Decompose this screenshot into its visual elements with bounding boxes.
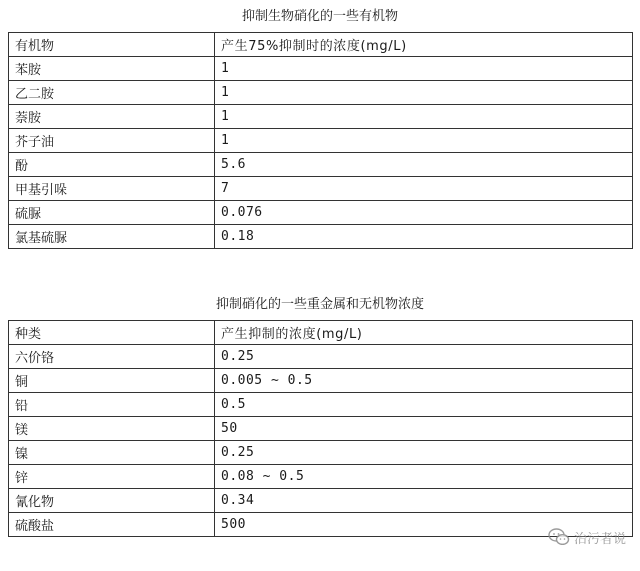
substance-cell: 硫酸盐 [9, 513, 215, 537]
column-header: 产生抑制的浓度(mg/L) [215, 321, 633, 345]
table-row [9, 513, 633, 537]
concentration-cell: 0.076 [215, 201, 633, 225]
table-row [9, 369, 633, 393]
substance-cell: 萘胺 [9, 105, 215, 129]
concentration-cell: 1 [215, 81, 633, 105]
table-row [9, 225, 633, 249]
concentration-cell: 5.6 [215, 153, 633, 177]
substance-cell: 铜 [9, 369, 215, 393]
table-row [9, 201, 633, 225]
substance-cell: 乙二胺 [9, 81, 215, 105]
concentration-cell: 1 [215, 105, 633, 129]
table-row [9, 57, 633, 81]
concentration-cell: 7 [215, 177, 633, 201]
substance-cell: 镍 [9, 441, 215, 465]
substance-cell: 六价铬 [9, 345, 215, 369]
table-row [9, 393, 633, 417]
table-row [9, 177, 633, 201]
table-caption-organic: 抑制生物硝化的一些有机物 [241, 9, 398, 24]
substance-cell: 氯基硫脲 [9, 225, 215, 249]
column-header: 种类 [9, 321, 215, 345]
watermark [548, 527, 626, 547]
substance-cell: 锌 [9, 465, 215, 489]
concentration-cell: 0.34 [215, 489, 633, 513]
concentration-cell: 0.005 ~ 0.5 [215, 369, 633, 393]
concentration-cell: 50 [215, 417, 633, 441]
concentration-cell: 500 [215, 513, 633, 537]
concentration-cell: 1 [215, 129, 633, 153]
substance-cell: 酚 [9, 153, 215, 177]
table-header-row [9, 321, 633, 345]
table-row [9, 129, 633, 153]
table-caption-inorganic: 抑制硝化的一些重金属和无机物浓度 [215, 297, 424, 312]
concentration-cell: 0.18 [215, 225, 633, 249]
table-row [9, 417, 633, 441]
column-header: 产生75%抑制时的浓度(mg/L) [215, 33, 633, 57]
substance-cell: 芥子油 [9, 129, 215, 153]
concentration-cell: 0.08 ~ 0.5 [215, 465, 633, 489]
substance-cell: 铅 [9, 393, 215, 417]
concentration-cell: 1 [215, 57, 633, 81]
metal-inorganic-inhibitors-table [8, 320, 633, 537]
table-row [9, 489, 633, 513]
substance-cell: 苯胺 [9, 57, 215, 81]
table-row [9, 81, 633, 105]
substance-cell: 硫脲 [9, 201, 215, 225]
table-row [9, 465, 633, 489]
table-row [9, 105, 633, 129]
table-row [9, 153, 633, 177]
watermark-text: 治污者说 [573, 531, 626, 547]
substance-cell: 甲基引哚 [9, 177, 215, 201]
concentration-cell: 0.25 [215, 345, 633, 369]
table-row [9, 345, 633, 369]
table-row [9, 441, 633, 465]
substance-cell: 镁 [9, 417, 215, 441]
wechat-icon [548, 528, 570, 546]
concentration-cell: 0.5 [215, 393, 633, 417]
concentration-cell: 0.25 [215, 441, 633, 465]
table-header-row [9, 33, 633, 57]
substance-cell: 氰化物 [9, 489, 215, 513]
organic-inhibitors-table [8, 32, 633, 249]
column-header: 有机物 [9, 33, 215, 57]
